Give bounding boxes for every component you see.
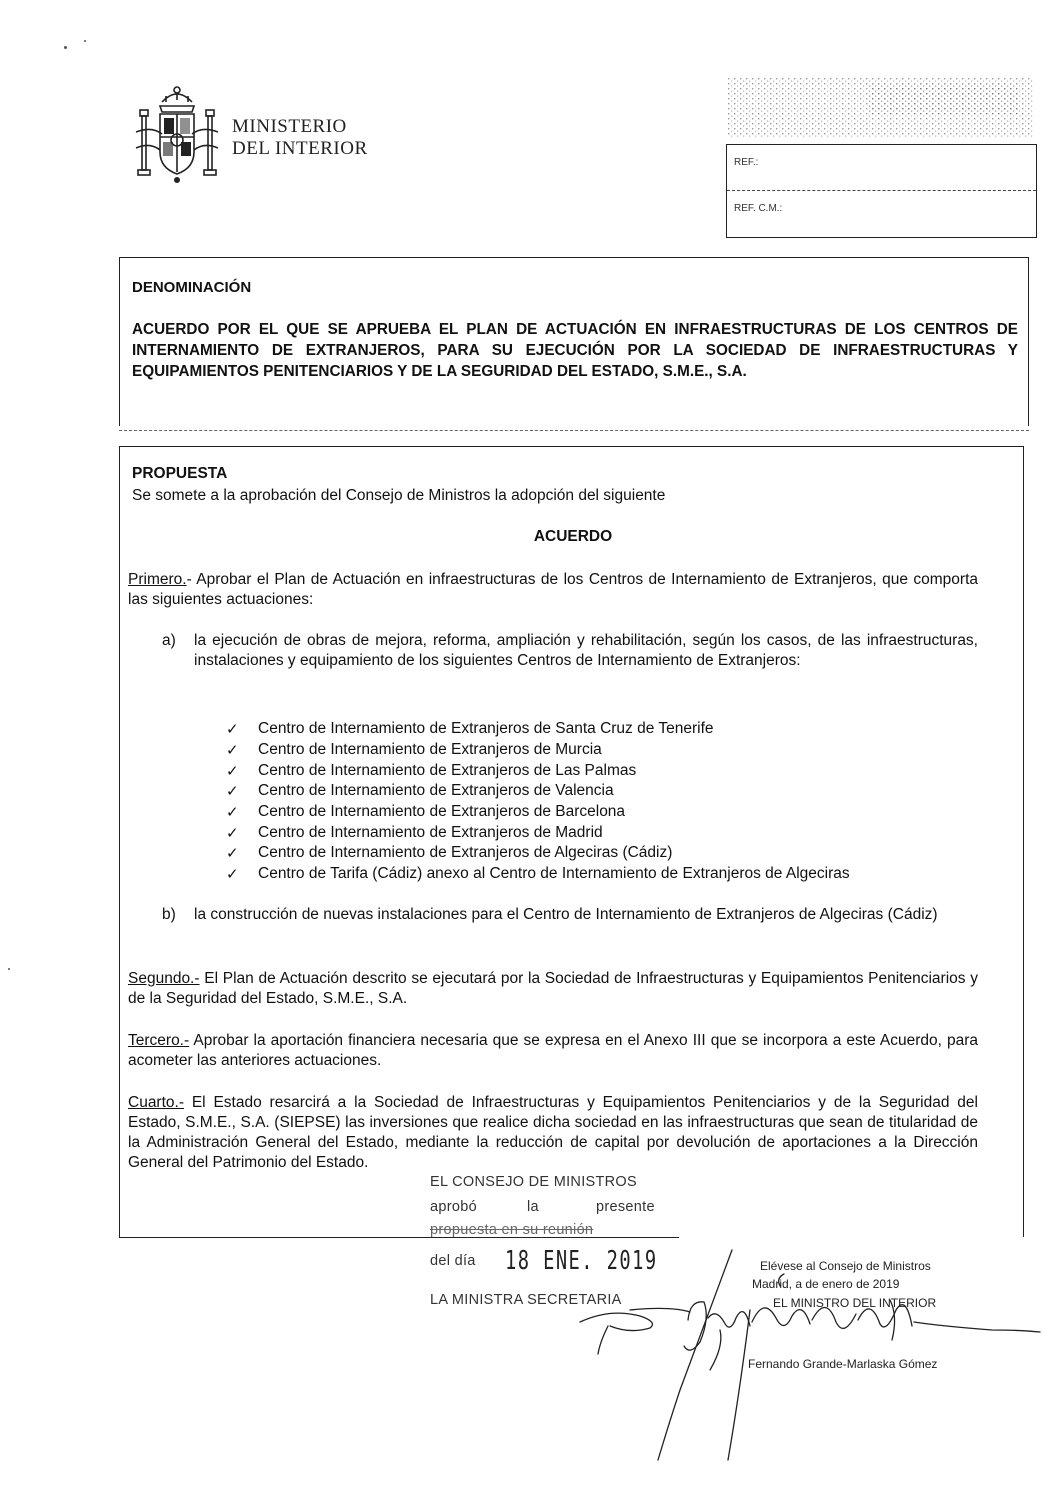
segundo-paragraph: [128, 969, 978, 1009]
centre-name: Centro de Internamiento de Extranjeros de Murcia: [258, 741, 602, 759]
centre-name: Centro de Tarifa (Cádiz) anexo al Centro de Internamiento de Extranjeros de Algeciras: [258, 865, 850, 883]
ministry-line-2: DEL INTERIOR: [232, 138, 368, 159]
scan-speck: [8, 968, 10, 970]
stamp-line-3: propuesta en su reunión: [430, 1222, 594, 1238]
stamp-date: 18 ENE. 2019: [505, 1246, 658, 1276]
ministry-name: [232, 116, 368, 160]
signature-line-2: Madrid, a de enero de 2019: [752, 1277, 900, 1291]
centre-name: Centro de Internamiento de Extranjeros de Madrid: [258, 823, 603, 841]
scan-speck: [64, 46, 67, 49]
cuarto-text: El Estado resarcirá a la Sociedad de Infraestructuras y Equipamientos Penitenciarios y de la Seguridad del Estado, S.M.E., S.A. (SIEPSE) las inversiones que realice dicha sociedad en las infraestructuras que sean de titularidad de la Administración General del Estado, mediante la reducción de capital por devolución de aportaciones a la Dirección General del Patrimonio del Estado.: [128, 1094, 978, 1171]
stamp-line-4: del día: [430, 1253, 476, 1269]
centre-name: Centro de Internamiento de Extranjeros de Barcelona: [258, 803, 626, 821]
acuerdo-heading: ACUERDO: [533, 528, 613, 545]
check-icon: ✓: [226, 803, 239, 822]
ministry-line-1: MINISTERIO: [232, 116, 347, 137]
segundo-text: El Plan de Actuación descrito se ejecutará por la Sociedad de Infraestructuras y Equipamientos Penitenciarios y de la Seguridad del Estado, S.M.E., S.A.: [128, 970, 978, 1007]
reference-box: [726, 144, 1037, 238]
item-a-label: a): [162, 632, 176, 649]
stamp-line-2c: presente: [596, 1199, 655, 1215]
list-item: [226, 760, 850, 781]
check-icon: ✓: [226, 761, 239, 780]
primero-text: - Aprobar el Plan de Actuación en infraestructuras de los Centros de Internamiento de Extranjeros, que comporta las siguientes actuaciones:: [128, 571, 978, 608]
primero-paragraph: [128, 570, 978, 610]
centres-list: [226, 719, 850, 885]
coat-of-arms-icon: [132, 82, 222, 186]
check-icon: ✓: [226, 844, 239, 863]
segundo-label: Segundo.-: [128, 970, 200, 987]
tercero-label: Tercero.-: [128, 1032, 190, 1049]
ref-cm-row: [727, 190, 1036, 236]
cuarto-label: Cuarto.-: [128, 1094, 184, 1111]
item-a-text: la ejecución de obras de mejora, reforma, ampliación y rehabilitación, según los casos, de las infraestructuras, instalaciones y equipamiento de los siguientes Centros de Internamiento de Extranjeros:: [194, 632, 978, 669]
centre-name: Centro de Internamiento de Extranjeros de Algeciras (Cádiz): [258, 844, 673, 862]
list-item: [226, 864, 850, 885]
cuarto-paragraph: [128, 1093, 978, 1173]
list-item: [226, 843, 850, 864]
list-item: [226, 802, 850, 823]
stamp-line-1: EL CONSEJO DE MINISTROS: [430, 1174, 637, 1190]
centre-name: Centro de Internamiento de Extranjeros de Santa Cruz de Tenerife: [258, 720, 714, 738]
check-icon: ✓: [226, 720, 239, 739]
ref-row: [727, 145, 1036, 190]
signature-line-3: EL MINISTRO DEL INTERIOR: [773, 1296, 937, 1310]
stamp-line-2b: la: [527, 1199, 539, 1215]
propuesta-subtitle: Se somete a la aprobación del Consejo de Ministros la adopción del siguiente: [132, 487, 666, 504]
list-item: [226, 822, 850, 843]
centre-name: Centro de Internamiento de Extranjeros de Valencia: [258, 782, 614, 800]
tercero-text: Aprobar la aportación financiera necesaria que se expresa en el Anexo III que se incorpora a este Acuerdo, para acometer las anteriores actuaciones.: [128, 1032, 978, 1069]
item-b-text: la construcción de nuevas instalaciones para el Centro de Internamiento de Extranjeros de Algeciras (Cádiz): [194, 906, 938, 923]
check-icon: ✓: [226, 741, 239, 760]
check-icon: ✓: [226, 782, 239, 801]
propuesta-heading: PROPUESTA: [132, 465, 228, 482]
stamp-line-5: LA MINISTRA SECRETARIA: [430, 1292, 622, 1308]
centre-name: Centro de Internamiento de Extranjeros de Las Palmas: [258, 761, 637, 779]
ref-cm-label: REF. C.M.:: [734, 203, 783, 214]
tercero-paragraph: [128, 1031, 978, 1071]
item-b-label: b): [162, 906, 176, 923]
check-icon: ✓: [226, 865, 239, 884]
signature-line-1: Elévese al Consejo de Ministros: [760, 1259, 931, 1273]
signature-name: Fernando Grande-Marlaska Gómez: [748, 1357, 938, 1371]
stamp-line-2a: aprobó: [430, 1199, 477, 1215]
redacted-stamp-area: [728, 78, 1034, 138]
list-item: [226, 740, 850, 761]
scan-speck: [84, 40, 86, 42]
primero-label: Primero.: [128, 571, 187, 588]
list-item: [226, 781, 850, 802]
denominacion-title: ACUERDO POR EL QUE SE APRUEBA EL PLAN DE ACTUACIÓN EN INFRAESTRUCTURAS DE LOS CENTROS DE INTERNAMIENTO DE EXTRANJEROS, PARA SU EJECUCIÓN POR LA SOCIEDAD DE INFRAESTRUCTURAS Y EQUIPAMIENTOS PENITENCIARIOS Y DE LA SEGURIDAD DEL ESTADO, S.M.E., S.A.: [132, 321, 1018, 380]
denominacion-heading: DENOMINACIÓN: [132, 279, 252, 296]
check-icon: ✓: [226, 823, 239, 842]
list-item: [226, 719, 850, 740]
handwritten-signatures: [540, 1230, 1058, 1490]
ref-label: REF.:: [734, 157, 759, 168]
